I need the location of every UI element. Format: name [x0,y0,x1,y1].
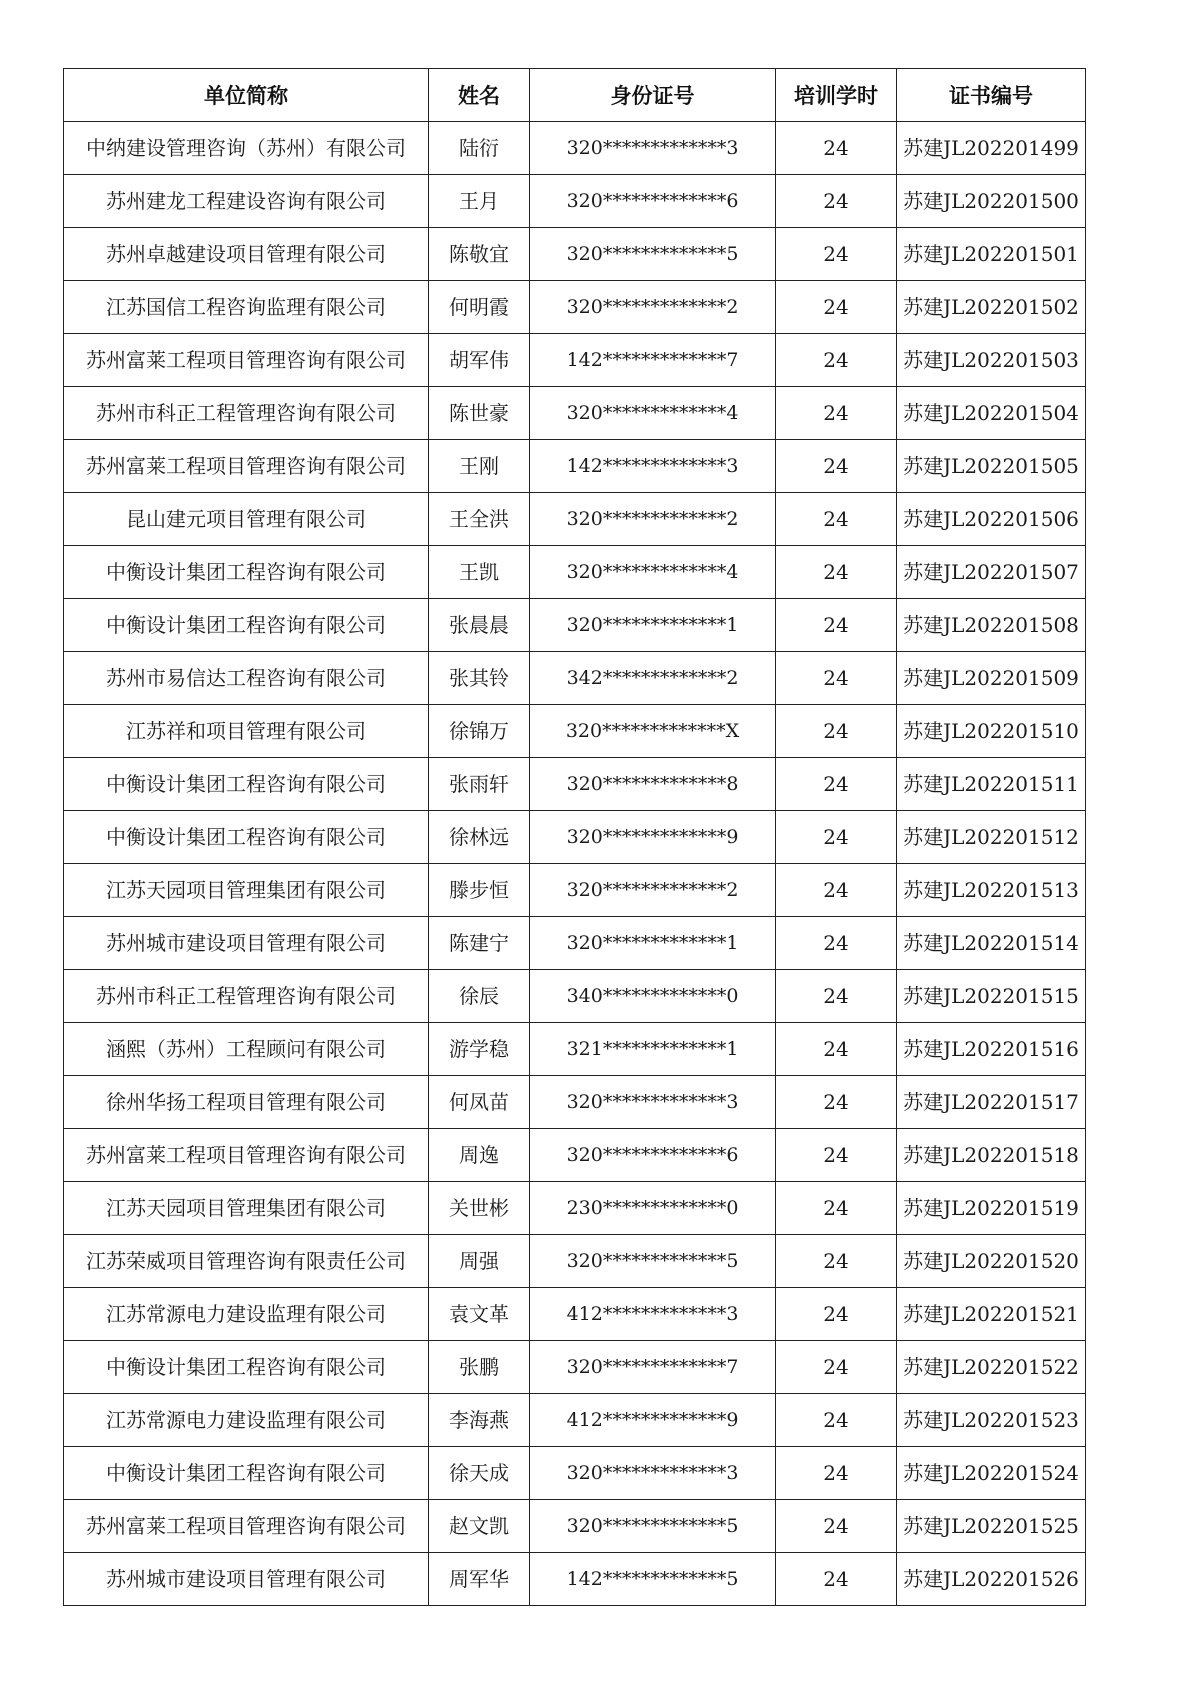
cell-certificate-number: 苏建JL202201509 [897,652,1086,705]
cell-training-hours: 24 [776,1553,897,1606]
cell-company: 涵熙（苏州）工程顾问有限公司 [64,1023,429,1076]
cell-training-hours: 24 [776,917,897,970]
cell-certificate-number: 苏建JL202201525 [897,1500,1086,1553]
table-row [64,281,1086,334]
cell-id-number: 320*************4 [530,546,776,599]
cell-training-hours: 24 [776,493,897,546]
cell-name: 张晨晨 [429,599,530,652]
cell-company: 徐州华扬工程项目管理有限公司 [64,1076,429,1129]
cell-id-number: 142*************5 [530,1553,776,1606]
cell-company: 江苏天园项目管理集团有限公司 [64,864,429,917]
cell-id-number: 320*************3 [530,122,776,175]
cell-company: 中衡设计集团工程咨询有限公司 [64,811,429,864]
cell-name: 陈敬宜 [429,228,530,281]
table-header [64,69,1086,122]
table-row [64,758,1086,811]
table-row [64,175,1086,228]
cell-id-number: 320*************5 [530,228,776,281]
cell-id-number: 320*************2 [530,281,776,334]
header-name: 姓名 [429,69,530,122]
cell-company: 中衡设计集团工程咨询有限公司 [64,1447,429,1500]
cell-training-hours: 24 [776,970,897,1023]
cell-id-number: 320*************5 [530,1235,776,1288]
cell-certificate-number: 苏建JL202201507 [897,546,1086,599]
table-row [64,1341,1086,1394]
cell-company: 中衡设计集团工程咨询有限公司 [64,546,429,599]
table-row [64,228,1086,281]
cell-company: 江苏常源电力建设监理有限公司 [64,1288,429,1341]
cell-id-number: 320*************6 [530,175,776,228]
cell-name: 张雨轩 [429,758,530,811]
table-row [64,1553,1086,1606]
cell-company: 昆山建元项目管理有限公司 [64,493,429,546]
cell-training-hours: 24 [776,1394,897,1447]
cell-training-hours: 24 [776,1500,897,1553]
table-row [64,1076,1086,1129]
cell-training-hours: 24 [776,599,897,652]
cell-id-number: 320*************X [530,705,776,758]
table-body [64,122,1086,1606]
cell-id-number: 320*************4 [530,387,776,440]
cell-training-hours: 24 [776,1023,897,1076]
cell-training-hours: 24 [776,228,897,281]
cell-name: 徐天成 [429,1447,530,1500]
training-roster-table [63,68,1086,1606]
cell-certificate-number: 苏建JL202201508 [897,599,1086,652]
cell-id-number: 340*************0 [530,970,776,1023]
cell-certificate-number: 苏建JL202201506 [897,493,1086,546]
cell-training-hours: 24 [776,705,897,758]
cell-name: 陆衍 [429,122,530,175]
cell-training-hours: 24 [776,546,897,599]
cell-company: 苏州建龙工程建设咨询有限公司 [64,175,429,228]
cell-certificate-number: 苏建JL202201519 [897,1182,1086,1235]
cell-certificate-number: 苏建JL202201501 [897,228,1086,281]
cell-name: 游学稳 [429,1023,530,1076]
header-id-number: 身份证号 [530,69,776,122]
cell-certificate-number: 苏建JL202201516 [897,1023,1086,1076]
table-row [64,1182,1086,1235]
cell-certificate-number: 苏建JL202201526 [897,1553,1086,1606]
cell-certificate-number: 苏建JL202201513 [897,864,1086,917]
cell-company: 苏州市科正工程管理咨询有限公司 [64,970,429,1023]
cell-name: 周军华 [429,1553,530,1606]
cell-training-hours: 24 [776,334,897,387]
cell-training-hours: 24 [776,1288,897,1341]
cell-training-hours: 24 [776,1341,897,1394]
cell-name: 何明霞 [429,281,530,334]
cell-id-number: 320*************3 [530,1076,776,1129]
cell-certificate-number: 苏建JL202201510 [897,705,1086,758]
table-row [64,917,1086,970]
table-row [64,1500,1086,1553]
cell-id-number: 412*************9 [530,1394,776,1447]
cell-company: 中衡设计集团工程咨询有限公司 [64,1341,429,1394]
cell-id-number: 342*************2 [530,652,776,705]
cell-name: 滕步恒 [429,864,530,917]
cell-company: 苏州城市建设项目管理有限公司 [64,917,429,970]
cell-company: 中衡设计集团工程咨询有限公司 [64,758,429,811]
cell-company: 苏州城市建设项目管理有限公司 [64,1553,429,1606]
cell-certificate-number: 苏建JL202201502 [897,281,1086,334]
header-row [64,69,1086,122]
table-row [64,546,1086,599]
cell-name: 关世彬 [429,1182,530,1235]
cell-training-hours: 24 [776,652,897,705]
table-row [64,652,1086,705]
cell-training-hours: 24 [776,1235,897,1288]
cell-company: 中纳建设管理咨询（苏州）有限公司 [64,122,429,175]
table-row [64,122,1086,175]
cell-id-number: 320*************2 [530,493,776,546]
cell-certificate-number: 苏建JL202201524 [897,1447,1086,1500]
cell-id-number: 320*************2 [530,864,776,917]
table-row [64,864,1086,917]
cell-training-hours: 24 [776,864,897,917]
cell-name: 王刚 [429,440,530,493]
cell-certificate-number: 苏建JL202201520 [897,1235,1086,1288]
cell-company: 江苏荣威项目管理咨询有限责任公司 [64,1235,429,1288]
table-row [64,1023,1086,1076]
cell-id-number: 320*************1 [530,599,776,652]
table-row [64,1288,1086,1341]
cell-name: 胡军伟 [429,334,530,387]
cell-company: 江苏国信工程咨询监理有限公司 [64,281,429,334]
cell-company: 苏州市科正工程管理咨询有限公司 [64,387,429,440]
cell-certificate-number: 苏建JL202201500 [897,175,1086,228]
cell-training-hours: 24 [776,1182,897,1235]
cell-name: 王凯 [429,546,530,599]
cell-certificate-number: 苏建JL202201514 [897,917,1086,970]
cell-company: 江苏祥和项目管理有限公司 [64,705,429,758]
cell-name: 袁文革 [429,1288,530,1341]
cell-company: 苏州富莱工程项目管理咨询有限公司 [64,1500,429,1553]
header-company: 单位简称 [64,69,429,122]
table-row [64,1447,1086,1500]
cell-training-hours: 24 [776,811,897,864]
cell-company: 苏州富莱工程项目管理咨询有限公司 [64,334,429,387]
cell-name: 何凤苗 [429,1076,530,1129]
cell-certificate-number: 苏建JL202201505 [897,440,1086,493]
cell-name: 周逸 [429,1129,530,1182]
cell-company: 中衡设计集团工程咨询有限公司 [64,599,429,652]
cell-id-number: 320*************3 [530,1447,776,1500]
cell-name: 王全洪 [429,493,530,546]
cell-id-number: 230*************0 [530,1182,776,1235]
header-certificate-number: 证书编号 [897,69,1086,122]
cell-training-hours: 24 [776,1076,897,1129]
cell-certificate-number: 苏建JL202201515 [897,970,1086,1023]
cell-certificate-number: 苏建JL202201512 [897,811,1086,864]
cell-training-hours: 24 [776,1447,897,1500]
table-row [64,811,1086,864]
cell-id-number: 412*************3 [530,1288,776,1341]
cell-certificate-number: 苏建JL202201523 [897,1394,1086,1447]
cell-name: 王月 [429,175,530,228]
cell-id-number: 142*************7 [530,334,776,387]
cell-training-hours: 24 [776,1129,897,1182]
cell-name: 周强 [429,1235,530,1288]
table-row [64,970,1086,1023]
table-row [64,334,1086,387]
cell-name: 徐林远 [429,811,530,864]
cell-company: 江苏常源电力建设监理有限公司 [64,1394,429,1447]
cell-certificate-number: 苏建JL202201521 [897,1288,1086,1341]
cell-id-number: 320*************1 [530,917,776,970]
cell-company: 苏州卓越建设项目管理有限公司 [64,228,429,281]
table-row [64,705,1086,758]
cell-training-hours: 24 [776,175,897,228]
cell-training-hours: 24 [776,758,897,811]
cell-company: 江苏天园项目管理集团有限公司 [64,1182,429,1235]
header-training-hours: 培训学时 [776,69,897,122]
cell-training-hours: 24 [776,387,897,440]
cell-name: 陈建宁 [429,917,530,970]
cell-id-number: 320*************5 [530,1500,776,1553]
cell-company: 苏州富莱工程项目管理咨询有限公司 [64,1129,429,1182]
table-row [64,440,1086,493]
cell-name: 徐辰 [429,970,530,1023]
cell-certificate-number: 苏建JL202201511 [897,758,1086,811]
cell-name: 张其铃 [429,652,530,705]
cell-name: 赵文凯 [429,1500,530,1553]
cell-id-number: 320*************8 [530,758,776,811]
cell-id-number: 320*************6 [530,1129,776,1182]
cell-certificate-number: 苏建JL202201503 [897,334,1086,387]
cell-id-number: 142*************3 [530,440,776,493]
cell-company: 苏州市易信达工程咨询有限公司 [64,652,429,705]
cell-training-hours: 24 [776,281,897,334]
cell-certificate-number: 苏建JL202201517 [897,1076,1086,1129]
cell-id-number: 321*************1 [530,1023,776,1076]
cell-training-hours: 24 [776,440,897,493]
cell-certificate-number: 苏建JL202201499 [897,122,1086,175]
cell-name: 徐锦万 [429,705,530,758]
table-row [64,599,1086,652]
cell-id-number: 320*************9 [530,811,776,864]
table-row [64,1394,1086,1447]
cell-training-hours: 24 [776,122,897,175]
cell-company: 苏州富莱工程项目管理咨询有限公司 [64,440,429,493]
table-row [64,387,1086,440]
cell-certificate-number: 苏建JL202201504 [897,387,1086,440]
table-row [64,493,1086,546]
cell-name: 李海燕 [429,1394,530,1447]
cell-name: 陈世豪 [429,387,530,440]
cell-certificate-number: 苏建JL202201522 [897,1341,1086,1394]
cell-name: 张鹏 [429,1341,530,1394]
table-row [64,1129,1086,1182]
table-row [64,1235,1086,1288]
cell-certificate-number: 苏建JL202201518 [897,1129,1086,1182]
cell-id-number: 320*************7 [530,1341,776,1394]
